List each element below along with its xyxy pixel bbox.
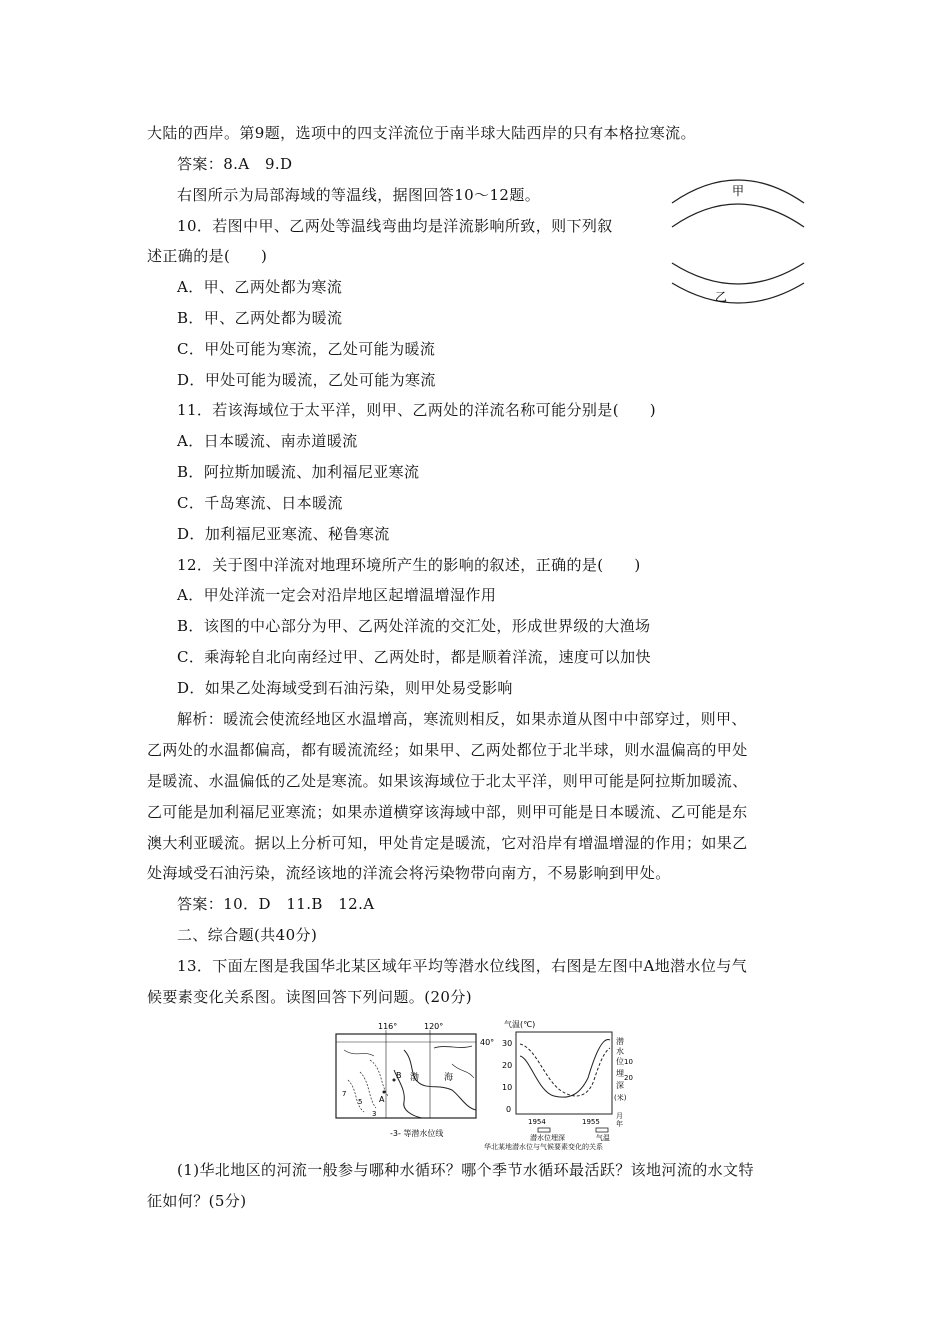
climate-x-year-1954: 1954 bbox=[528, 1118, 546, 1126]
map-sea-label-2: 海 bbox=[444, 1073, 454, 1083]
map-point-a: A bbox=[379, 1095, 385, 1104]
question-13-cont: 候要素变化关系图。读图回答下列问题。(20分) bbox=[147, 988, 472, 1006]
analysis-line-2: 乙两处的水温都偏高，都有暖流流经；如果甲、乙两处都位于北半球，则水温偏高的甲处 bbox=[147, 741, 748, 759]
map-contour-5: 5 bbox=[358, 1098, 363, 1106]
climate-tick-right-20: 20 bbox=[624, 1074, 633, 1082]
analysis-line-5: 澳大利亚暖流。据以上分析可知，甲处肯定是暖流，它对沿岸有增温增湿的作用；如果乙 bbox=[147, 834, 748, 852]
map-lon-120: 120° bbox=[424, 1022, 444, 1031]
climate-y-right-char-5: 深 bbox=[616, 1081, 624, 1090]
question-13-sub1-cont: 征如何？(5分) bbox=[147, 1192, 247, 1210]
q12-option-c: C．乘海轮自北向南经过甲、乙两处时，都是顺着洋流，速度可以加快 bbox=[177, 648, 651, 666]
climate-y-right-char-4: 埋 bbox=[616, 1069, 624, 1078]
climate-tick-right-10: 10 bbox=[624, 1058, 633, 1066]
q11-option-a: A．日本暖流、南赤道暖流 bbox=[177, 432, 358, 450]
q11-option-d: D．加利福尼亚寒流、秘鲁寒流 bbox=[177, 525, 390, 543]
climate-tick-20: 20 bbox=[502, 1061, 513, 1070]
climate-tick-10: 10 bbox=[502, 1083, 513, 1092]
analysis-line-4: 乙可能是加利福尼亚寒流；如果赤道横穿该海域中部，则甲可能是日本暖流、乙可能是东 bbox=[147, 803, 748, 821]
question-10-cont: 述正确的是( ) bbox=[147, 247, 268, 265]
q12-option-a: A．甲处洋流一定会对沿岸地区起增温增湿作用 bbox=[177, 586, 497, 604]
q12-option-b: B．该图的中心部分为甲、乙两处洋流的交汇处，形成世界级的大渔场 bbox=[177, 617, 651, 635]
climate-y-right-char-3: 位 bbox=[616, 1057, 624, 1066]
question-13-sub1: (1)华北地区的河流一般参与哪种水循环？哪个季节水循环最活跃？该地河流的水文特 bbox=[177, 1161, 754, 1179]
climate-caption: 华北某地潜水位与气候要素变化的关系 bbox=[484, 1143, 603, 1151]
map-point-b: B bbox=[396, 1071, 402, 1080]
q11-option-c: C．千岛寒流、日本暖流 bbox=[177, 494, 343, 512]
answer-8-9: 答案：8.A 9.D bbox=[177, 155, 293, 173]
groundwater-map-figure bbox=[334, 1020, 502, 1142]
climate-x-unit-year: 年 bbox=[616, 1120, 623, 1128]
map-lat-40: 40° bbox=[480, 1038, 495, 1047]
q10-option-c: C．甲处可能为寒流，乙处可能为暖流 bbox=[177, 340, 436, 358]
groundwater-climate-figure bbox=[484, 1018, 664, 1151]
question-10: 10．若图中甲、乙两处等温线弯曲均是洋流影响所致，则下列叙 bbox=[177, 217, 613, 235]
q12-option-d: D．如果乙处海域受到石油污染，则甲处易受影响 bbox=[177, 679, 513, 697]
q10-option-d: D．甲处可能为暖流，乙处可能为寒流 bbox=[177, 371, 436, 389]
section-heading: 二、综合题(共40分) bbox=[177, 926, 318, 944]
isotherm-figure bbox=[668, 175, 808, 305]
climate-legend-depth: 潜水位埋深 bbox=[530, 1134, 565, 1142]
climate-tick-0: 0 bbox=[506, 1105, 512, 1114]
analysis-line-6: 处海域受石油污染，流经该地的洋流会将污染物带向南方，不易影响到甲处。 bbox=[147, 864, 671, 882]
climate-y-right-char-6: (米) bbox=[614, 1094, 627, 1102]
climate-legend-temp: 气温 bbox=[596, 1134, 610, 1142]
text-line-1: 大陆的西岸。第9题，选项中的四支洋流位于南半球大陆西岸的只有本格拉寒流。 bbox=[147, 124, 696, 142]
climate-y-right-char-2: 水 bbox=[616, 1047, 624, 1056]
map-contour-3: 3 bbox=[372, 1110, 377, 1118]
intro-10-12: 右图所示为局部海域的等温线，据图回答10～12题。 bbox=[177, 186, 541, 204]
map-sea-label-1: 渤 bbox=[410, 1073, 420, 1083]
analysis-line-1: 解析：暖流会使流经地区水温增高，寒流则相反，如果赤道从图中中部穿过，则甲、 bbox=[177, 710, 747, 728]
climate-x-unit-month: 月 bbox=[616, 1112, 623, 1120]
question-12: 12．关于图中洋流对地理环境所产生的影响的叙述，正确的是( ) bbox=[177, 556, 641, 574]
climate-y-right-char-1: 潜 bbox=[616, 1037, 624, 1046]
map-contour-7: 7 bbox=[342, 1090, 347, 1098]
q10-option-a: A．甲、乙两处都为寒流 bbox=[177, 278, 343, 296]
isotherm-label-jia: 甲 bbox=[732, 184, 745, 198]
climate-tick-30: 30 bbox=[502, 1039, 513, 1048]
answer-10-12: 答案：10．D 11.B 12.A bbox=[177, 895, 375, 913]
q11-option-b: B．阿拉斯加暖流、加利福尼亚寒流 bbox=[177, 463, 420, 481]
question-13: 13．下面左图是我国华北某区域年平均等潜水位线图，右图是左图中A地潜水位与气 bbox=[177, 957, 748, 975]
map-caption: -3- 等潜水位线 bbox=[390, 1129, 444, 1138]
climate-y-left-title: 气温(℃) bbox=[504, 1020, 536, 1029]
analysis-line-3: 是暖流、水温偏低的乙处是寒流。如果该海域位于北太平洋，则甲可能是阿拉斯加暖流、 bbox=[147, 772, 748, 790]
q10-option-b: B．甲、乙两处都为暖流 bbox=[177, 309, 343, 327]
isotherm-label-yi: 乙 bbox=[715, 290, 728, 304]
climate-x-year-1955: 1955 bbox=[582, 1118, 600, 1126]
question-11: 11．若该海域位于太平洋，则甲、乙两处的洋流名称可能分别是( ) bbox=[177, 401, 656, 419]
map-lon-116: 116° bbox=[378, 1022, 398, 1031]
